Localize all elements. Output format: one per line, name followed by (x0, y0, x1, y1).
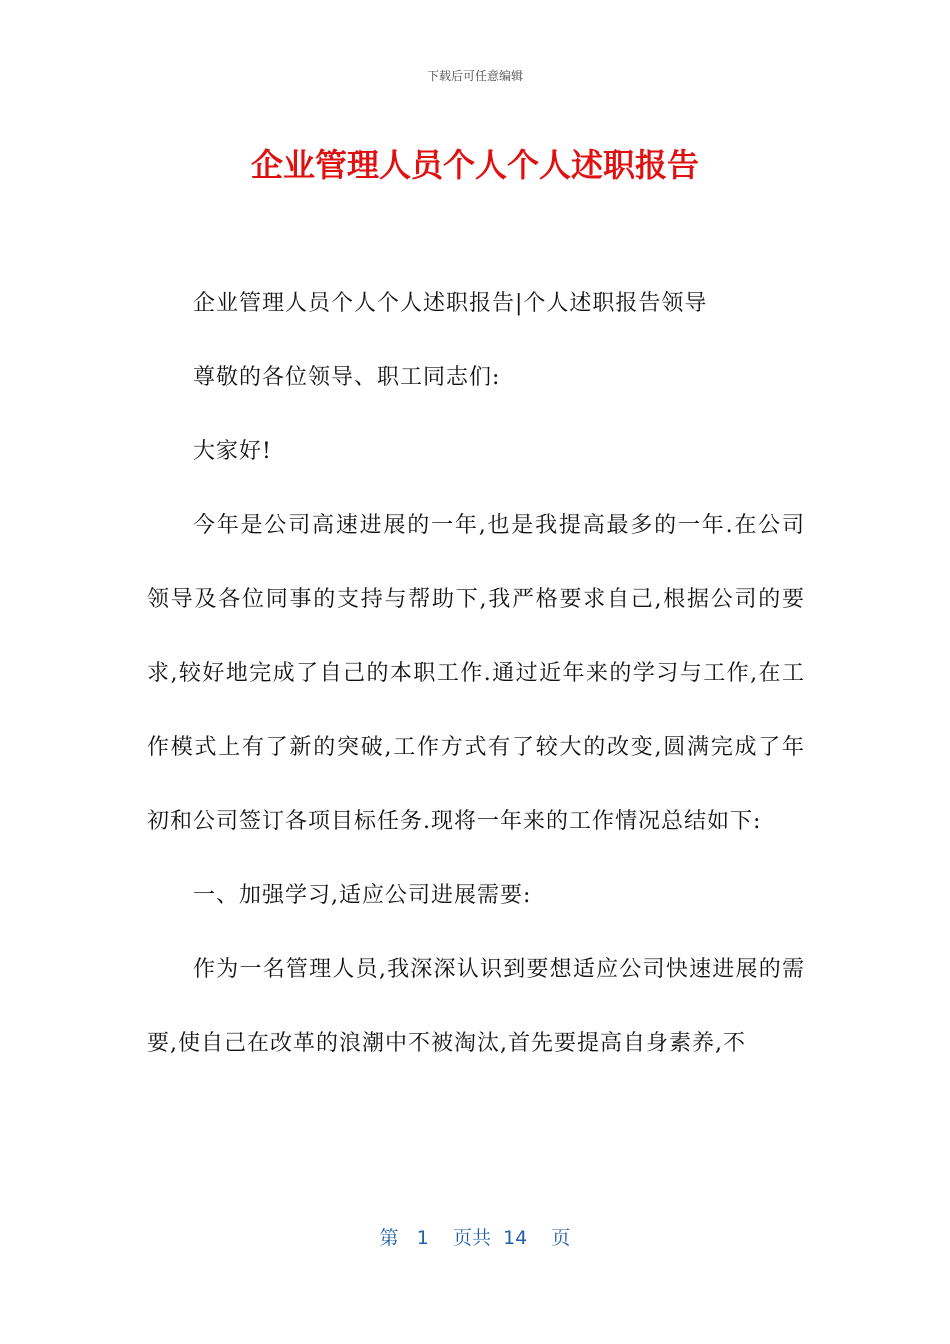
page-total: 14 (503, 1227, 528, 1249)
page-current: 1 (416, 1227, 429, 1249)
document-body (147, 267, 805, 1081)
document-title: 企业管理人员个人个人述职报告 (250, 146, 699, 184)
page-mid: 页共 (452, 1227, 491, 1249)
paragraph-greeting: 大家好! (193, 439, 272, 464)
paragraph-salutation: 尊敬的各位领导、职工同志们: (193, 365, 501, 390)
header-note: 下载后可任意编辑 (426, 69, 523, 83)
paragraph-intro: 今年是公司高速进展的一年,也是我提高最多的一年.在公司领导及各位同事的支持与帮助下,我严格要求自己,根据公司的要求,较好地完成了自己的本职工作.通过近年来的学习与工作,在工作模式上有了新的突破,工作方式有了较大的改变,圆满完成了年初和公司签订各项目标任务.现将一年来的工作情况总结如下: (147, 513, 805, 834)
paragraph-section-body: 作为一名管理人员,我深深认识到要想适应公司快速进展的需要,使自己在改革的浪潮中不被淘汰,首先要提高自身素养,不 (147, 957, 805, 1056)
page-prefix: 第 (379, 1227, 399, 1249)
paragraph-subject: 企业管理人员个人个人述职报告|个人述职报告领导 (193, 291, 708, 316)
page-footer (0, 1224, 950, 1252)
paragraph-section-heading: 一、加强学习,适应公司进展需要: (193, 883, 532, 908)
page-suffix: 页 (551, 1227, 571, 1249)
